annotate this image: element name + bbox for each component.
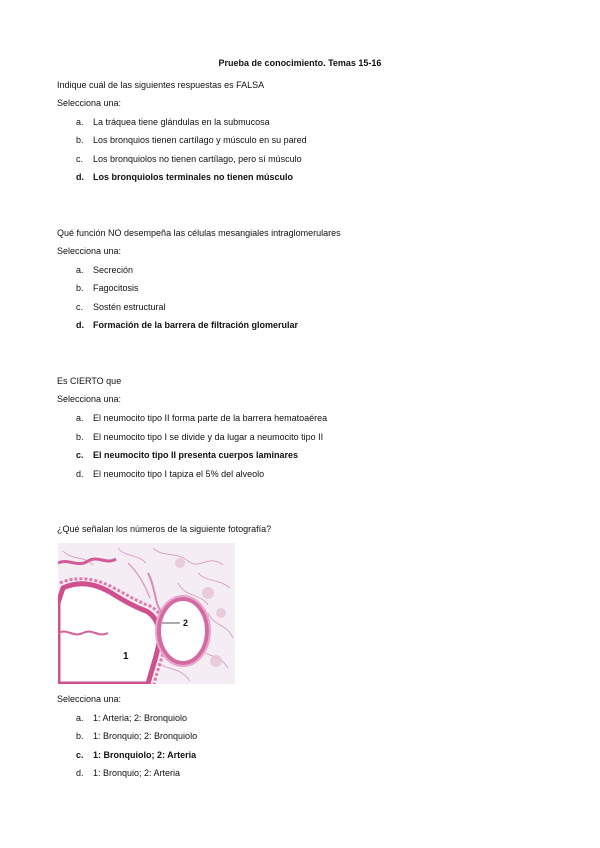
question-1-option-c[interactable] xyxy=(76,154,556,164)
question-1-option-a[interactable] xyxy=(76,117,556,127)
question-2-option-c[interactable] xyxy=(76,302,556,312)
option-text: Los bronquios tienen cartílago y músculo en su pared xyxy=(93,135,307,145)
histology-photo-drawing xyxy=(58,543,235,684)
question-1-option-b[interactable] xyxy=(76,135,556,145)
option-letter: c. xyxy=(76,154,84,164)
question-2-option-b[interactable] xyxy=(76,283,556,293)
page-title: Prueba de conocimiento. Temas 15-16 xyxy=(218,58,382,68)
figure-label-1: 1 xyxy=(123,651,129,662)
question-1-option-d[interactable] xyxy=(76,172,556,182)
question-1-text: Indique cuál de las siguientes respuestas es FALSA xyxy=(57,80,265,90)
question-4-option-a[interactable] xyxy=(76,713,556,723)
option-text: Sostén estructural xyxy=(93,302,166,312)
option-letter: c. xyxy=(76,302,84,312)
question-2-select-label: Selecciona una: xyxy=(57,246,122,256)
option-text: 1: Bronquiolo; 2: Arteria xyxy=(93,750,197,760)
option-letter: d. xyxy=(76,768,84,778)
question-3-option-a[interactable] xyxy=(76,413,556,423)
option-text: El neumocito tipo II forma parte de la barrera hematoaérea xyxy=(93,413,328,423)
histology-photo xyxy=(58,543,235,684)
question-4-select-label: Selecciona una: xyxy=(57,694,122,704)
option-letter: a. xyxy=(76,265,84,275)
question-4-option-b[interactable] xyxy=(76,731,556,741)
option-text: 1: Bronquio; 2: Bronquiolo xyxy=(93,731,198,741)
option-letter: b. xyxy=(76,283,84,293)
question-3-option-b[interactable] xyxy=(76,432,556,442)
option-letter: b. xyxy=(76,135,84,145)
question-2-option-d[interactable] xyxy=(76,320,556,330)
option-letter: d. xyxy=(76,320,84,330)
question-3-option-d[interactable] xyxy=(76,469,556,479)
option-text: Los bronquiolos terminales no tienen músculo xyxy=(93,172,294,182)
option-letter: c. xyxy=(76,750,84,760)
option-letter: a. xyxy=(76,413,84,423)
option-text: Fagocitosis xyxy=(93,283,139,293)
question-3-option-c[interactable] xyxy=(76,450,556,460)
option-text: Secreción xyxy=(93,265,134,275)
option-letter: b. xyxy=(76,432,84,442)
option-letter: b. xyxy=(76,731,84,741)
option-text: Formación de la barrera de filtración glomerular xyxy=(93,320,299,330)
question-4-text: ¿Qué señalan los números de la siguiente fotografía? xyxy=(57,524,272,534)
option-letter: d. xyxy=(76,172,84,182)
option-text: El neumocito tipo I se divide y da lugar a neumocito tipo II xyxy=(93,432,324,442)
question-3-text: Es CIERTO que xyxy=(57,376,122,386)
question-4-option-c[interactable] xyxy=(76,750,556,760)
option-letter: a. xyxy=(76,713,84,723)
option-text: 1: Arteria; 2: Bronquiolo xyxy=(93,713,188,723)
option-letter: a. xyxy=(76,117,84,127)
question-3-select-label: Selecciona una: xyxy=(57,394,122,404)
option-letter: d. xyxy=(76,469,84,479)
option-text: 1: Bronquio; 2: Arteria xyxy=(93,768,181,778)
question-4-option-d[interactable] xyxy=(76,768,556,778)
option-text: El neumocito tipo I tapiza el 5% del alveolo xyxy=(93,469,265,479)
question-2-text: Qué función NO desempeña las células mesangiales intraglomerulares xyxy=(57,228,341,238)
option-text: La tráquea tiene glándulas en la submucosa xyxy=(93,117,270,127)
option-text: El neumocito tipo II presenta cuerpos laminares xyxy=(93,450,299,460)
question-2-option-a[interactable] xyxy=(76,265,556,275)
figure-label-2: 2 xyxy=(183,618,189,628)
question-1-select-label: Selecciona una: xyxy=(57,98,122,108)
option-text: Los bronquiolos no tienen cartílago, pero sí músculo xyxy=(93,154,302,164)
option-letter: c. xyxy=(76,450,84,460)
